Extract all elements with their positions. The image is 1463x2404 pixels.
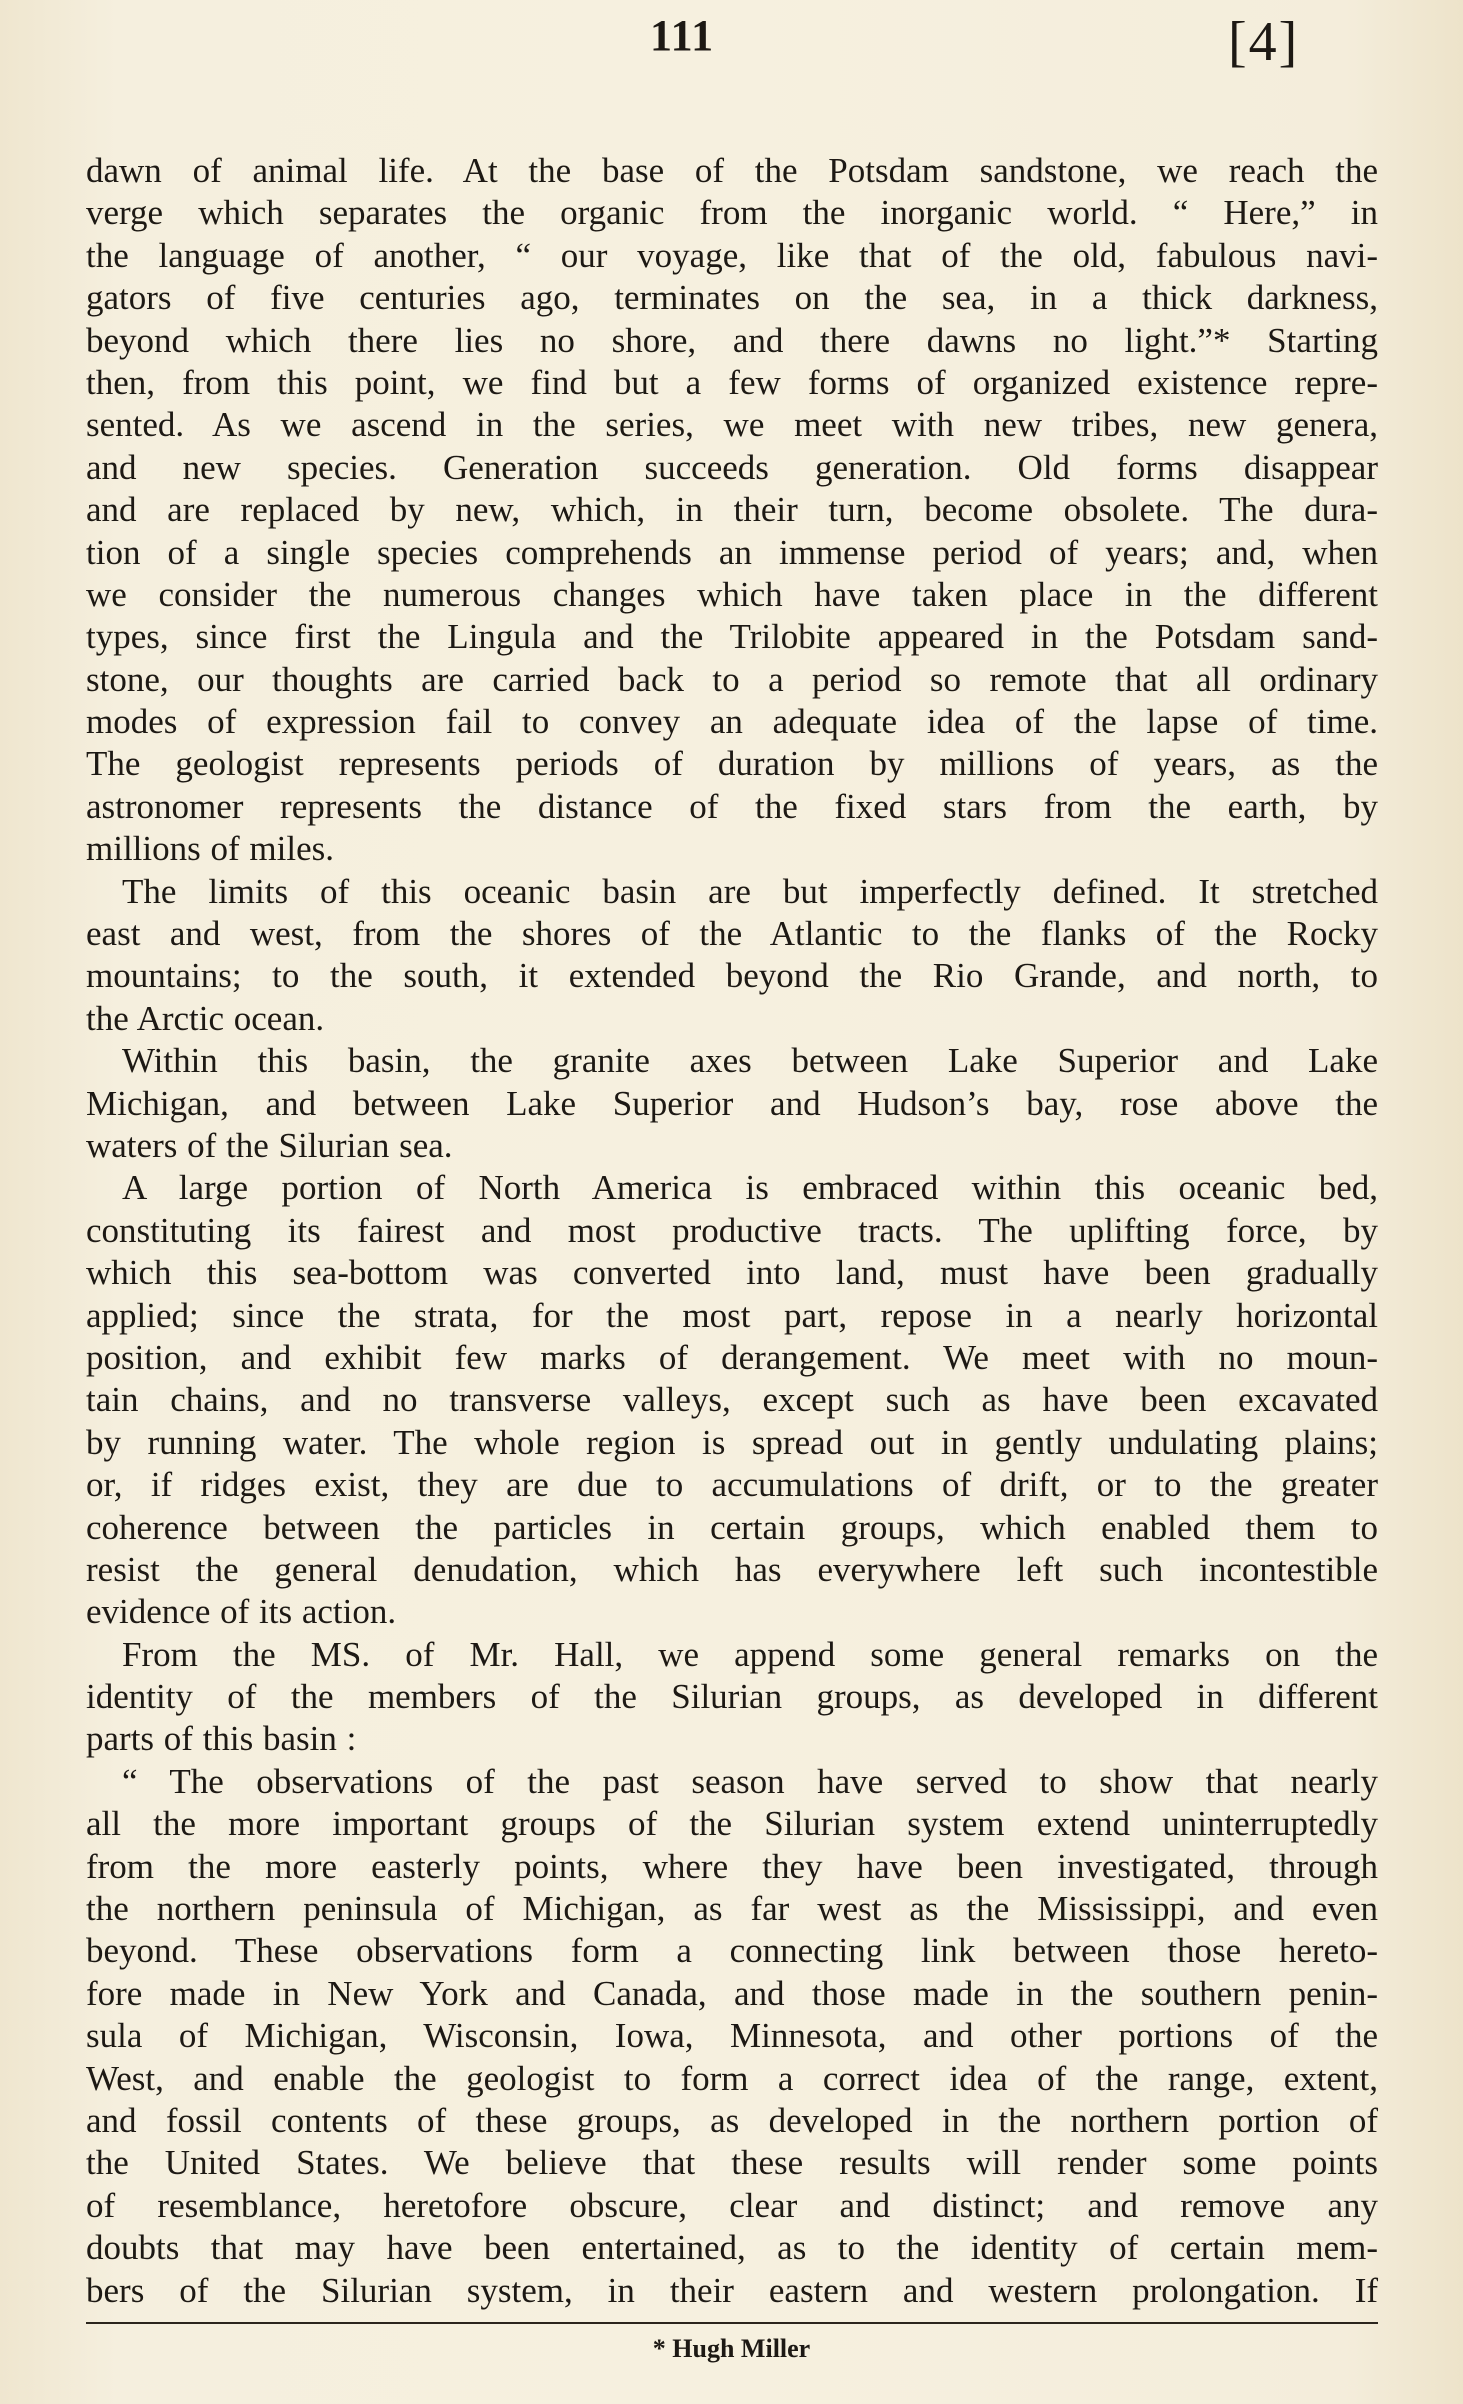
- text-line: mountains; to the south, it extended beyond the Rio Grande, and north, to: [86, 956, 1378, 996]
- body-text: [86, 150, 1378, 2312]
- text-line: doubts that may have been entertained, as to the identity of certain mem-: [86, 2228, 1378, 2268]
- text-line: “ The observations of the past season have served to show that nearly: [122, 1761, 1378, 1801]
- text-line: West, and enable the geologist to form a correct idea of the range, extent,: [86, 2058, 1378, 2098]
- text-line: we consider the numerous changes which have taken place in the different: [86, 574, 1378, 614]
- text-line: bers of the Silurian system, in their eastern and western prolongation. If: [86, 2270, 1378, 2310]
- text-line: the United States. We believe that these results will render some points: [86, 2143, 1378, 2183]
- text-line: types, since first the Lingula and the Trilobite appeared in the Potsdam sand-: [86, 617, 1378, 657]
- text-line: The limits of this oceanic basin are but imperfectly defined. It stretched: [122, 871, 1378, 911]
- text-line: tion of a single species comprehends an immense period of years; and, when: [86, 532, 1378, 572]
- text-line: which this sea-bottom was converted into land, must have been gradually: [86, 1253, 1378, 1293]
- text-line: astronomer represents the distance of the fixed stars from the earth, by: [86, 786, 1378, 826]
- text-line: by running water. The whole region is spread out in gently undulating plains;: [86, 1422, 1378, 1462]
- text-line: coherence between the particles in certain groups, which enabled them to: [86, 1507, 1378, 1547]
- page-header: [0, 8, 1463, 88]
- text-line: tain chains, and no transverse valleys, except such as have been excavated: [86, 1380, 1378, 1420]
- text-line: A large portion of North America is embraced within this oceanic bed,: [122, 1168, 1378, 1208]
- text-line: identity of the members of the Silurian groups, as developed in different: [86, 1677, 1378, 1717]
- text-line: and fossil contents of these groups, as developed in the northern portion of: [86, 2100, 1378, 2140]
- text-line: modes of expression fail to convey an adequate idea of the lapse of time.: [86, 702, 1378, 742]
- text-line: beyond which there lies no shore, and there dawns no light.”* Starting: [86, 320, 1378, 360]
- text-line: verge which separates the organic from the inorganic world. “ Here,” in: [86, 193, 1378, 233]
- text-line: Within this basin, the granite axes between Lake Superior and Lake: [122, 1041, 1378, 1081]
- text-line: of resemblance, heretofore obscure, clear and distinct; and remove any: [86, 2185, 1378, 2225]
- text-line: and are replaced by new, which, in their turn, become obsolete. The dura-: [86, 490, 1378, 530]
- text-line: The geologist represents periods of duration by millions of years, as the: [86, 744, 1378, 784]
- document-number: [4]: [1228, 11, 1300, 73]
- text-line: waters of the Silurian sea.: [86, 1125, 453, 1165]
- text-line: beyond. These observations form a connecting link between those hereto-: [86, 1931, 1378, 1971]
- text-line: sented. As we ascend in the series, we meet with new tribes, new genera,: [86, 405, 1378, 445]
- text-line: constituting its fairest and most productive tracts. The uplifting force, by: [86, 1210, 1378, 1250]
- text-line: the northern peninsula of Michigan, as far west as the Mississippi, and even: [86, 1889, 1378, 1929]
- text-line: then, from this point, we find but a few forms of organized existence repre-: [86, 362, 1378, 402]
- text-line: sula of Michigan, Wisconsin, Iowa, Minnesota, and other portions of the: [86, 2016, 1378, 2056]
- footnote-divider: [86, 2322, 1378, 2324]
- text-line: Michigan, and between Lake Superior and Hudson’s bay, rose above the: [86, 1083, 1378, 1123]
- text-line: or, if ridges exist, they are due to accumulations of drift, or to the greater: [86, 1465, 1378, 1505]
- text-line: applied; since the strata, for the most part, repose in a nearly horizontal: [86, 1295, 1378, 1335]
- text-line: the Arctic ocean.: [86, 998, 325, 1038]
- footnote: * Hugh Miller: [652, 2334, 811, 2363]
- text-line: evidence of its action.: [86, 1592, 397, 1632]
- text-line: stone, our thoughts are carried back to a period so remote that all ordinary: [86, 659, 1378, 699]
- text-line: gators of five centuries ago, terminates on the sea, in a thick darkness,: [86, 278, 1378, 318]
- text-line: from the more easterly points, where they have been investigated, through: [86, 1846, 1378, 1886]
- text-line: position, and exhibit few marks of derangement. We meet with no moun-: [86, 1337, 1378, 1377]
- page-number: 111: [650, 11, 715, 60]
- text-line: the language of another, “ our voyage, like that of the old, fabulous navi-: [86, 235, 1378, 275]
- text-line: east and west, from the shores of the Atlantic to the flanks of the Rocky: [86, 914, 1378, 954]
- text-line: and new species. Generation succeeds generation. Old forms disappear: [86, 447, 1378, 487]
- text-line: dawn of animal life. At the base of the Potsdam sandstone, we reach the: [86, 151, 1378, 190]
- text-line: all the more important groups of the Silurian system extend uninterruptedly: [86, 1804, 1378, 1844]
- text-line: fore made in New York and Canada, and those made in the southern penin-: [86, 1973, 1378, 2013]
- text-line: parts of this basin :: [86, 1719, 357, 1759]
- text-line: resist the general denudation, which has everywhere left such incontestible: [86, 1549, 1378, 1589]
- text-line: millions of miles.: [86, 829, 334, 869]
- text-line: From the MS. of Mr. Hall, we append some general remarks on the: [122, 1634, 1378, 1674]
